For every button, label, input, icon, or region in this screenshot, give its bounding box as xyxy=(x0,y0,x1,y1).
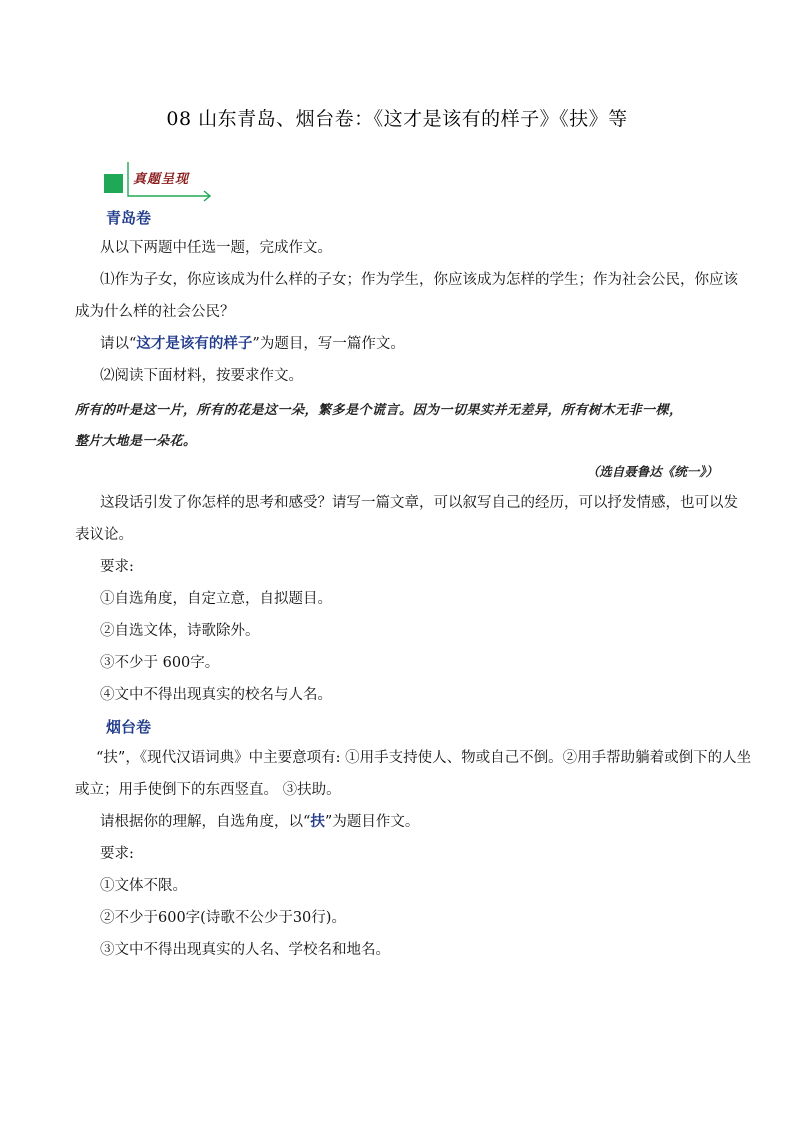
qingdao-req-1: ①自选角度，自定立意，自拟题目。 xyxy=(100,591,332,607)
qingdao-q2-intro: ⑵阅读下面材料，按要求作文。 xyxy=(100,368,303,384)
banner-square-icon xyxy=(104,174,123,193)
yantai-req-1: ①文体不限。 xyxy=(100,878,187,894)
q1-task-pre: 请以“ xyxy=(100,336,137,352)
qingdao-q1-task xyxy=(100,334,405,354)
qingdao-q1-line2: 成为什么样的社会公民？ xyxy=(75,304,235,320)
qingdao-intro: 从以下两题中任选一题，完成作文。 xyxy=(100,240,332,256)
yantai-task xyxy=(100,812,419,832)
quote-source: （选自聂鲁达《统一》） xyxy=(586,464,718,479)
yantai-req-label: 要求: xyxy=(100,846,134,862)
qingdao-q1-line1: ⑴作为子女，你应该成为什么样的子女；作为学生，你应该成为怎样的学生；作为社会公民，你应该 xyxy=(100,272,738,288)
yantai-def-line2: 或立；用手使倒下的东西竖直。 ③扶助。 xyxy=(75,782,341,798)
qingdao-req-3: ③不少于 600字。 xyxy=(100,655,220,671)
qingdao-req-label: 要求: xyxy=(100,559,134,575)
yantai-task-post: ”为题目作文。 xyxy=(324,814,420,830)
q1-task-post: ”为题目，写一篇作文。 xyxy=(252,336,405,352)
yantai-req-3: ③文中不得出现真实的人名、学校名和地名。 xyxy=(100,942,390,958)
q1-task-title: 这才是该有的样子 xyxy=(136,335,253,352)
yantai-req-2: ②不少于600字(诗歌不公少于30行)。 xyxy=(100,910,346,926)
banner-label: 真题呈现 xyxy=(133,172,190,187)
section-banner xyxy=(102,162,214,202)
qingdao-req-4: ④文中不得出现真实的校名与人名。 xyxy=(100,687,332,703)
section-heading-yantai: 烟台卷 xyxy=(106,718,152,736)
qingdao-q2-task-line2: 表议论。 xyxy=(75,527,133,543)
section-heading-qingdao: 青岛卷 xyxy=(106,209,152,227)
quote-line2: 整片大地是一朵花。 xyxy=(75,434,197,449)
yantai-task-pre: 请根据你的理解，自选角度，以“ xyxy=(100,814,311,830)
qingdao-q2-task-line1: 这段话引发了你怎样的思考和感受？请写一篇文章，可以叙写自己的经历，可以抒发情感，也可以发 xyxy=(100,495,738,511)
quote-line1: 所有的叶是这一片，所有的花是这一朵，繁多是个谎言。因为一切果实并无差异，所有树木无非一棵， xyxy=(75,403,683,418)
qingdao-req-2: ②自选文体，诗歌除外。 xyxy=(100,623,260,639)
yantai-def-line1: “扶”，《现代汉语词典》中主要意项有: ①用手支持使人、物或自己不倒。②用手帮助躺着或倒下的人坐 xyxy=(96,750,752,766)
yantai-task-title: 扶 xyxy=(310,813,325,830)
page-title: 08 山东青岛、烟台卷：《这才是该有的样子》《扶》等 xyxy=(166,108,628,130)
